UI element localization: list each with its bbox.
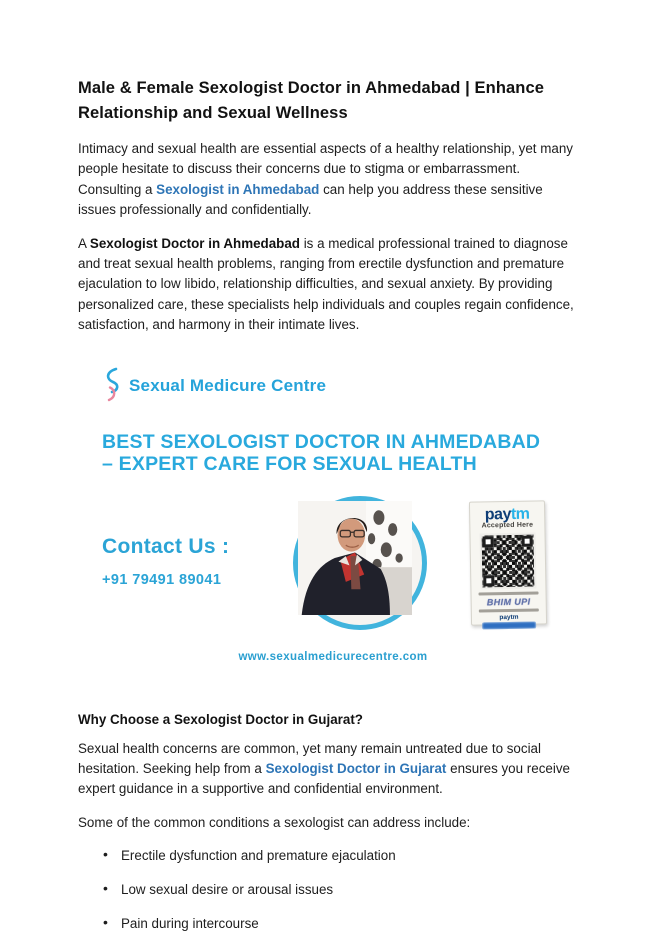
link-sexologist-doctor-in-gujarat[interactable]: Sexologist Doctor in Gujarat	[265, 761, 447, 777]
dna-ribbon-icon	[102, 367, 122, 406]
about-text-after: is a medical professional trained to diagnose and treat sexual health problems, ranging from erectile dysfunction and premature ejaculation to low libido, relationship difficulties, and sexual anxiety. By providing personalized care, these specialists help individuals and couples regain confidence, satisfaction, and harmony in their intimate lives.	[78, 235, 574, 333]
qr-code	[479, 532, 536, 589]
document-content	[78, 76, 578, 949]
intro-paragraph	[78, 139, 578, 221]
intro-text-after: can help you address these sensitive issues professionally and confidentially.	[78, 181, 543, 218]
paytm-accepted-label: Accepted Here	[481, 521, 534, 530]
paytm-card	[469, 500, 547, 625]
list-item: • Erectile dysfunction and premature ejaculation	[121, 847, 578, 864]
bhim-upi-label: BHIM UPI	[486, 596, 531, 608]
paytm-footer-brand: paytm	[499, 613, 519, 621]
paytm-logo-pay: pay	[484, 505, 512, 524]
link-sexologist-in-ahmedabad[interactable]: Sexologist in Ahmedabad	[156, 181, 320, 197]
conditions-bullet-list	[78, 847, 578, 932]
clinic-logo-text: Sexual Medicure Centre	[129, 376, 327, 396]
list-item: • Low sexual desire or arousal issues	[121, 881, 578, 898]
why-text-after: ensures you receive expert guidance in a supportive and confidential environment.	[78, 761, 570, 797]
clinic-banner-image	[86, 353, 580, 671]
page-title: Male & Female Sexologist Doctor in Ahmedabad | Enhance Relationship and Sexual Wellness	[78, 79, 545, 122]
intro-text-before: Intimacy and sexual health are essential aspects of a healthy relationship, yet many people hesitate to discuss their concerns due to stigma or embarrassment. Consulting a	[78, 141, 573, 197]
paytm-logo	[470, 506, 544, 522]
why-choose-heading: Why Choose a Sexologist Doctor in Gujarat?	[78, 711, 363, 727]
about-paragraph	[78, 234, 578, 336]
clinic-logo	[102, 367, 326, 406]
doctor-photo	[293, 496, 427, 630]
fine-print-line	[479, 591, 538, 595]
qr-finder-marker	[483, 575, 494, 586]
paytm-footer-logo-bar	[482, 621, 535, 629]
qr-finder-marker	[522, 535, 533, 546]
about-text-before: A	[78, 235, 90, 251]
banner-headline: BEST SEXOLOGIST DOCTOR IN AHMEDABAD – EXPERT CARE FOR SEXUAL HEALTH	[102, 430, 541, 475]
about-bold-phrase: Sexologist Doctor in Ahmedabad	[89, 235, 300, 251]
qr-finder-marker	[483, 536, 494, 547]
conditions-list-intro: Some of the common conditions a sexologist can address include:	[78, 814, 471, 830]
list-item: • Pain during intercourse	[121, 915, 578, 932]
phone-number: +91 79491 89041	[102, 571, 222, 588]
paytm-logo-tm: tm	[510, 505, 530, 523]
website-url: www.sexualmedicurecentre.com	[238, 650, 428, 663]
why-text-before: Sexual health concerns are common, yet many remain untreated due to social hesitation. Seeking help from a	[78, 740, 541, 777]
contact-us-label: Contact Us :	[102, 534, 230, 558]
why-choose-paragraph	[78, 739, 578, 800]
contact-block	[102, 535, 229, 588]
fine-print-line	[479, 608, 538, 612]
